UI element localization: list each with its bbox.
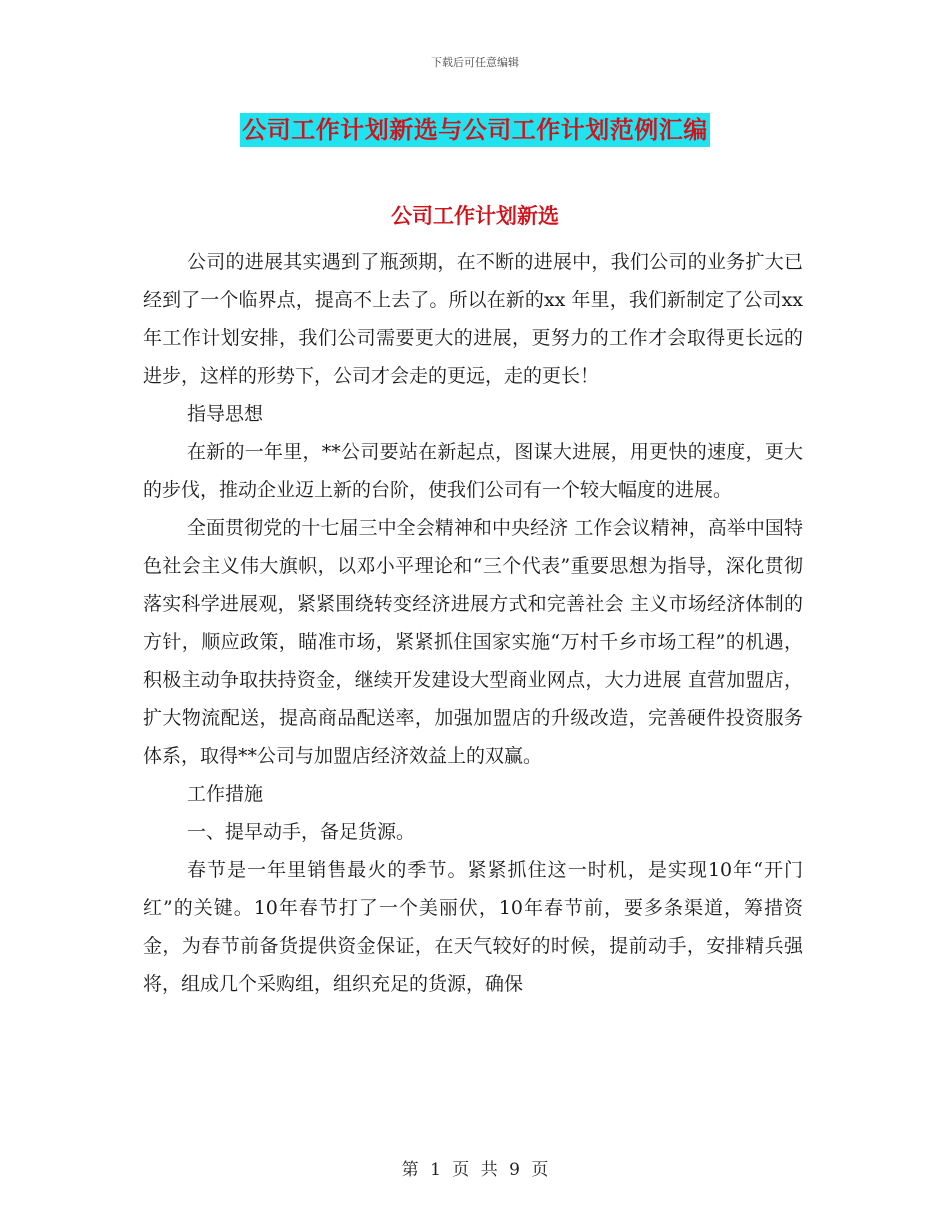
document-title-wrap xyxy=(0,113,950,147)
heading-guiding-ideology: 指导思想 xyxy=(187,403,264,425)
paragraph-intro: 公司的进展其实遇到了瓶颈期，在不断的进展中，我们公司的业务扩大已经到了一个临界点，提高不上去了。所以在新的xx 年里，我们新制定了公司xx年工作计划安排，我们公司需要更大的进展，更努力的工作才会取得更长远的进步，这样的形势下，公司才会走的更远，走的更长！ xyxy=(143,251,803,387)
page-footer: 第 1 页 共 9 页 xyxy=(401,1160,549,1180)
heading-measure-1: 一、提早动手，备足货源。 xyxy=(187,821,416,843)
document-title: 公司工作计划新选与公司工作计划范例汇编 xyxy=(240,113,710,147)
heading-work-measures: 工作措施 xyxy=(187,783,264,805)
paragraph-spring-festival: 春节是一年里销售最火的季节。紧紧抓住这一时机，是实现10年“开门红”的关键。10年春节打了一个美丽伏，10年春节前，要多条渠道，筹措资金，为春节前备货提供资金保证，在天气较好的时候，提前动手，安排精兵强将，组成几个采购组，组织充足的货源，确保 xyxy=(143,859,803,995)
section-title: 公司工作计划新选 xyxy=(391,203,559,228)
document-body xyxy=(143,243,803,1003)
paragraph-new-year: 在新的一年里，**公司要站在新起点，图谋大进展，用更快的速度，更大的步伐，推动企业迈上新的台阶，使我们公司有一个较大幅度的进展。 xyxy=(143,441,803,501)
page-header: 下载后可任意编辑 xyxy=(431,56,519,69)
paragraph-policy: 全面贯彻党的十七届三中全会精神和中央经济 工作会议精神，高举中国特色社会主义伟大旗帜，以邓小平理论和“三个代表”重要思想为指导，深化贯彻落实科学进展观，紧紧围绕转变经济进展方式和完善社会 主义市场经济体制的方针，顺应政策，瞄准市场，紧紧抓住国家实施“万村千乡市场工程”的机遇，积极主动争取扶持资金，继续开发建设大型商业网点，大力进展 直营加盟店，扩大物流配送，提高商品配送率，加强加盟店的升级改造，完善硬件投资服务体系，取得**公司与加盟店经济效益上的双赢。 xyxy=(143,517,803,767)
